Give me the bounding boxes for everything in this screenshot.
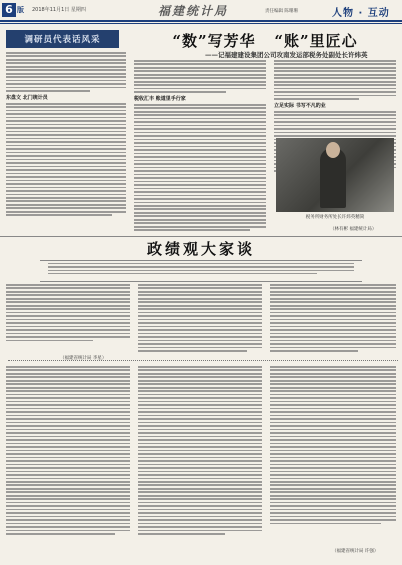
subhead-1: 东盘文 北门统计员 bbox=[6, 94, 48, 101]
article-separator bbox=[0, 236, 402, 237]
photo-caption: 税务所财务所处长许炜英精简 bbox=[305, 215, 365, 220]
article2-block-2-col-2 bbox=[138, 366, 262, 537]
headline-part-2: “账”里匠心 bbox=[274, 32, 358, 50]
editor-credit: 责任编辑 陈珊珊 bbox=[265, 9, 298, 14]
header-rule bbox=[0, 20, 402, 22]
section-title: 人物 · 互动 bbox=[332, 8, 390, 19]
article2-block-1-col-3 bbox=[270, 284, 396, 354]
article1-column-1 bbox=[6, 52, 126, 218]
page-header bbox=[0, 0, 402, 24]
article1-byline: （林有彬 福建统计局） bbox=[330, 227, 377, 232]
article2-headline: 政绩观大家谈 bbox=[146, 240, 255, 258]
header-rule-thin bbox=[0, 23, 402, 24]
article2-block-2-col-3 bbox=[270, 366, 396, 526]
article2-block-2-byline: （福建省统计局 许强） bbox=[332, 549, 379, 554]
article2-block-1-byline: （福建省统计局 李星） bbox=[60, 356, 107, 361]
headline-separator bbox=[262, 32, 268, 50]
issue-date: 2018年11月1日 星期四 bbox=[32, 7, 86, 13]
publication-title: 福建统计局 bbox=[158, 4, 229, 18]
dotted-divider bbox=[8, 360, 398, 361]
headline-part-1: “数”写芳华 bbox=[172, 32, 256, 50]
article2-block-2-col-1 bbox=[6, 366, 130, 537]
subhead-2: 税收汇丰 账道里手行家 bbox=[134, 95, 186, 102]
column-banner bbox=[6, 30, 119, 48]
person-head bbox=[326, 142, 340, 158]
article-subheadline: ——记福建建设集团公司攻南发运部税务处副处长许炜英 bbox=[205, 51, 368, 59]
article2-block-1-col-1 bbox=[6, 284, 130, 343]
portrait-photo bbox=[276, 138, 394, 212]
article2-block-1-col-2 bbox=[138, 284, 262, 354]
page-number: 6 bbox=[2, 3, 16, 17]
article1-column-2 bbox=[134, 60, 266, 233]
subhead-3: 立足实际 书写不凡的业 bbox=[274, 102, 326, 109]
edition-label: 版 bbox=[17, 6, 24, 14]
column-banner-text: 调研员代表话风采 bbox=[24, 35, 101, 45]
article-headline bbox=[140, 30, 390, 51]
article2-intro bbox=[48, 263, 354, 276]
